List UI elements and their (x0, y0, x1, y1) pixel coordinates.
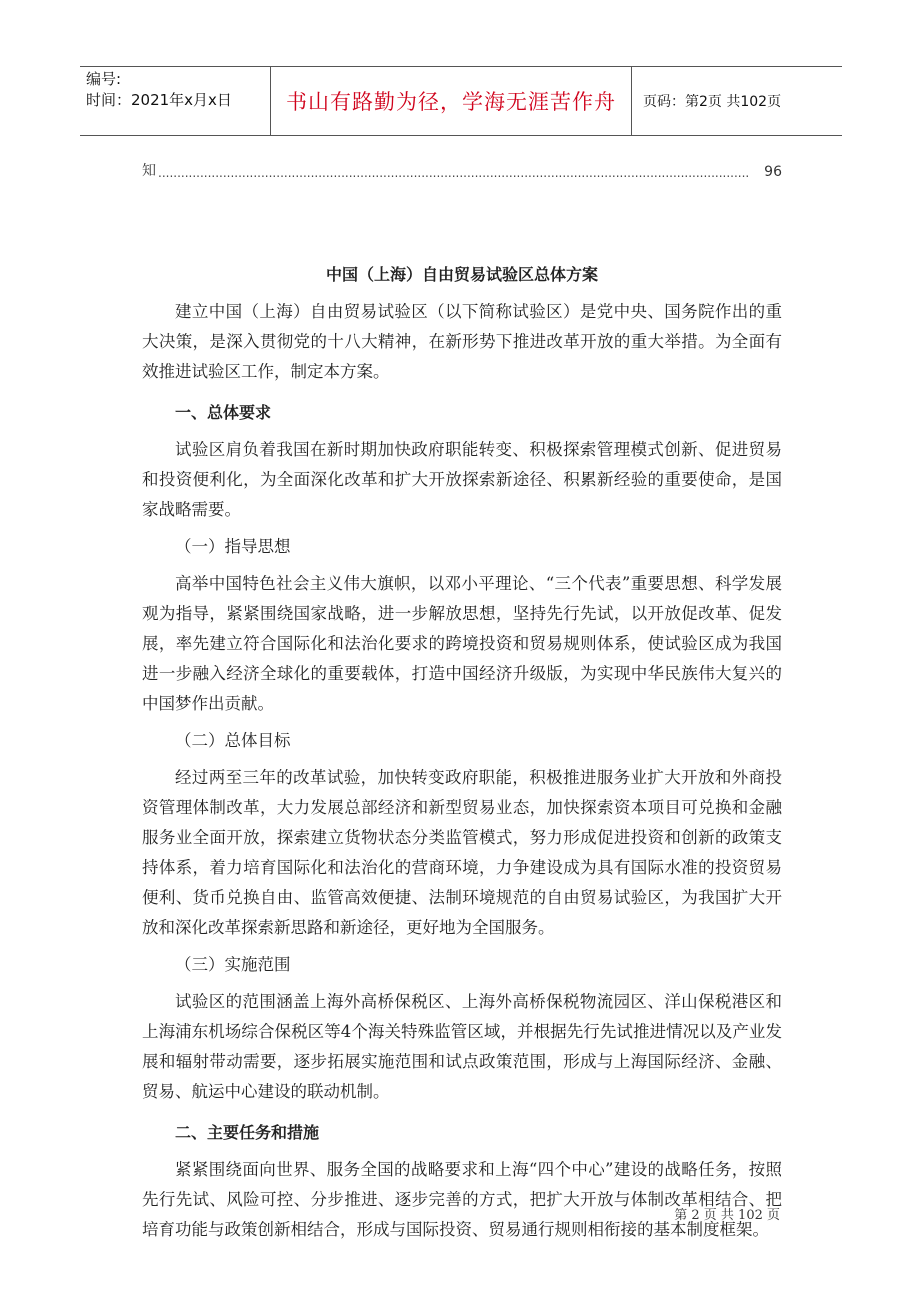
header-motto: 书山有路勤为径，学海无涯苦作舟 (270, 67, 632, 135)
toc-entry-text: 知 (142, 163, 156, 179)
header-meta (80, 67, 270, 135)
document-header (80, 66, 842, 136)
intro-paragraph: 建立中国（上海）自由贸易试验区（以下简称试验区）是党中央、国务院作出的重大决策，是深入贯彻党的十八大精神，在新形势下推进改革开放的重大举措。为全面有效推进试验区工作，制定本方案。 (142, 302, 782, 381)
toc-leader-dots: ........................................................................................................................................................... (158, 166, 750, 180)
time-label: 时间：2021年x月x日 (86, 91, 232, 109)
section1-heading: 一、总体要求 (175, 403, 272, 422)
header-page-label: 页码：第2页 共102页 (643, 94, 782, 110)
sub1-heading: （一）指导思想 (175, 537, 291, 556)
number-label: 编号: (86, 70, 122, 88)
sub2-paragraph: 经过两至三年的改革试验，加快转变政府职能，积极推进服务业扩大开放和外商投资管理体制改革，大力发展总部经济和新型贸易业态，加快探索资本项目可兑换和金融服务业全面开放，探索建立货物状态分类监管模式，努力形成促进投资和创新的政策支持体系，着力培育国际化和法治化的营商环境，力争建设成为具有国际水准的投资贸易便利、货币兑换自由、监管高效便捷、法制环境规范的自由贸易试验区，为我国扩大开放和深化改革探索新思路和新途径，更好地为全国服务。 (142, 768, 782, 937)
sub2-heading: （二）总体目标 (175, 731, 291, 750)
section2-heading: 二、主要任务和措施 (175, 1123, 320, 1142)
toc-entry-page: 96 (764, 164, 782, 180)
toc-entry (142, 158, 782, 180)
section1-paragraph: 试验区肩负着我国在新时期加快政府职能转变、积极探索管理模式创新、促进贸易和投资便利化，为全面深化改革和扩大开放探索新途径、积累新经验的重要使命，是国家战略需要。 (142, 440, 782, 519)
document-title: 中国（上海）自由贸易试验区总体方案 (325, 265, 598, 284)
sub3-heading: （三）实施范围 (175, 955, 291, 974)
section2-paragraph: 紧紧围绕面向世界、服务全国的战略要求和上海“四个中心”建设的战略任务，按照先行先试、风险可控、分步推进、逐步完善的方式，把扩大开放与体制改革相结合、把培育功能与政策创新相结合，形成与国际投资、贸易通行规则相衔接的基本制度框架。 (142, 1160, 782, 1239)
sub3-paragraph: 试验区的范围涵盖上海外高桥保税区、上海外高桥保税物流园区、洋山保税港区和上海浦东机场综合保税区等4个海关特殊监管区域，并根据先行先试推进情况以及产业发展和辐射带动需要，逐步拓展实施范围和试点政策范围，形成与上海国际经济、金融、贸易、航运中心建设的联动机制。 (142, 992, 782, 1101)
footer-page-number: 第 2 页 共 102 页 (674, 1208, 780, 1223)
sub1-paragraph: 高举中国特色社会主义伟大旗帜，以邓小平理论、“三个代表”重要思想、科学发展观为指导，紧紧围绕国家战略，进一步解放思想，坚持先行先试，以开放促改革、促发展，率先建立符合国际化和法治化要求的跨境投资和贸易规则体系，使试验区成为我国进一步融入经济全球化的重要载体，打造中国经济升级版，为实现中华民族伟大复兴的中国梦作出贡献。 (142, 574, 782, 713)
document-body (142, 258, 782, 1245)
